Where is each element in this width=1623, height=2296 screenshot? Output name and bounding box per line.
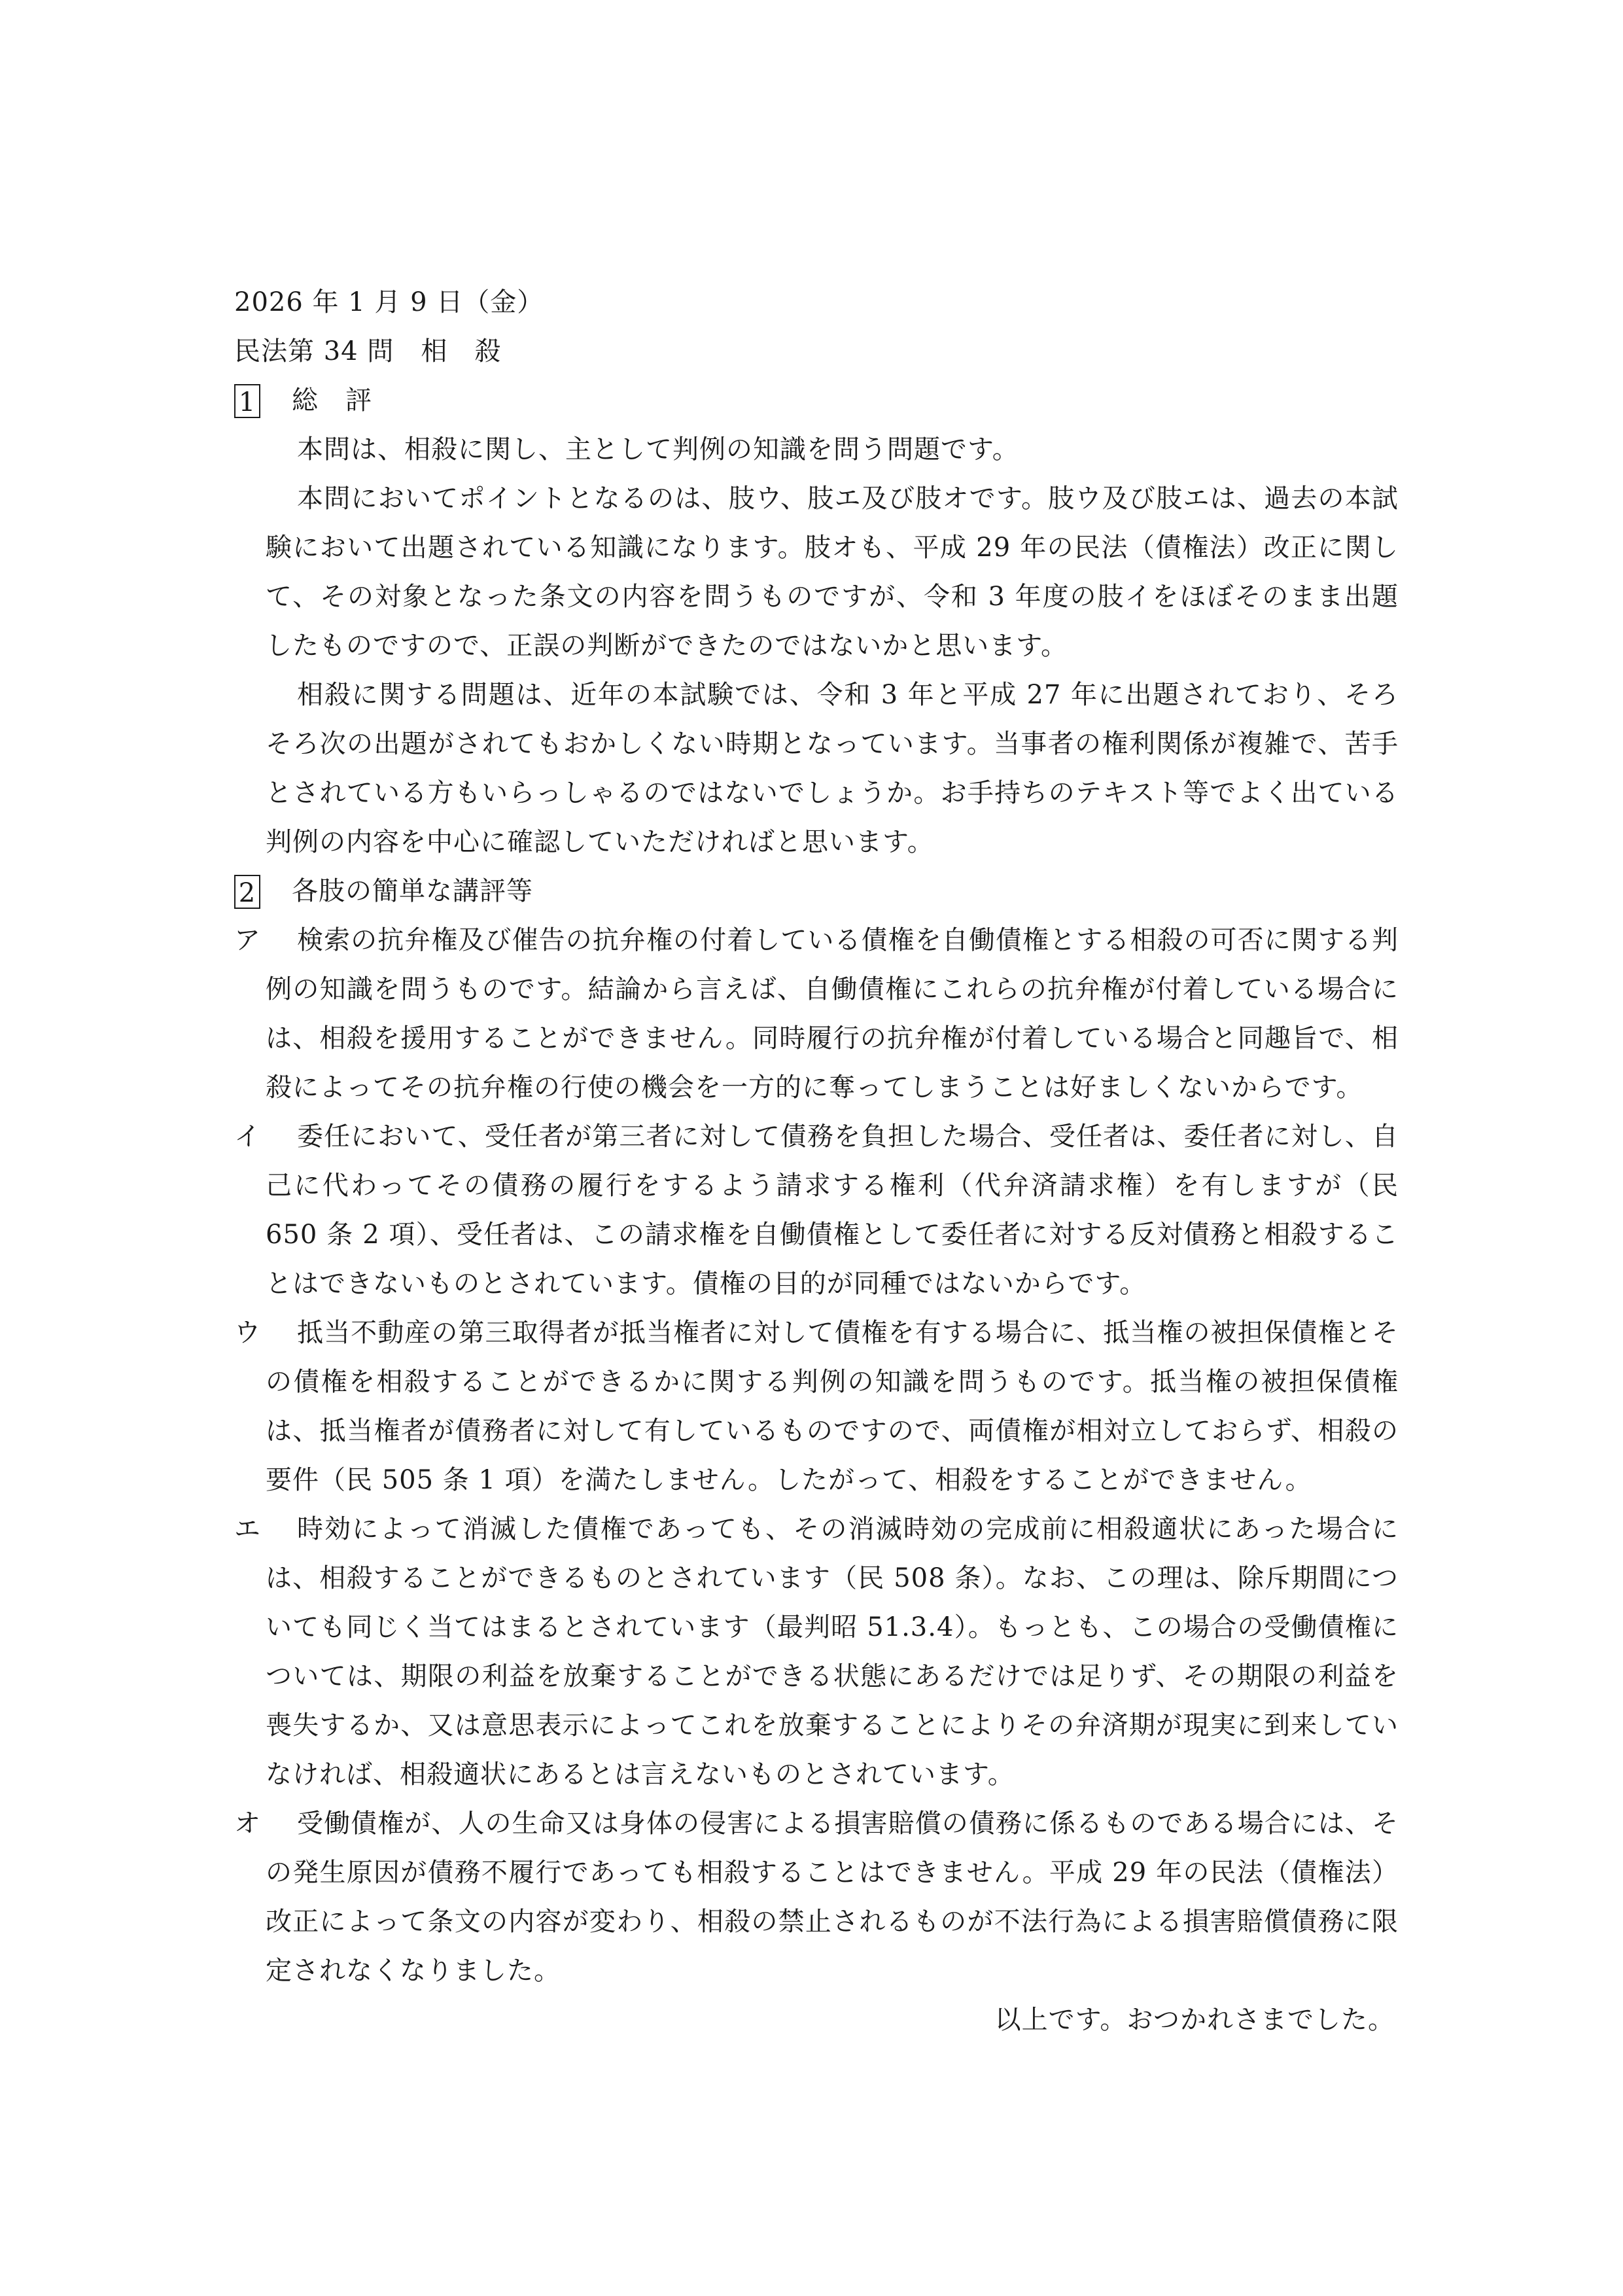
document-title: 民法第 34 問 相 殺 [234, 336, 502, 366]
option-text: 委任において、受任者が第三者に対して債務を負担した場合、受任者は、委任者に対し、自己に代わってその債務の履行をするよう請求する権利（代弁済請求権）を有しますが（民 650 条 2 項）、受任者は、この請求権を自働債権として委任者に対する反対債務と相殺することはできないものとされています。債権の目的が同種ではないからです。 [266, 1122, 1399, 1299]
section-heading-overview [234, 376, 1399, 425]
section-number-box: 1 [234, 384, 260, 418]
option-text: 時効によって消滅した債権であっても、その消滅時効の完成前に相殺適状にあった場合には、相殺することができるものとされています（民 508 条）。なお、この理は、除斥期間についても同じく当てはまるとされています（最判昭 51.3.4）。もっとも、この場合の受働債権については、期限の利益を放棄することができる状態にあるだけでは足りず、その期限の利益を喪失するか、又は意思表示によってこれを放棄することによりその弁済期が現実に到来していなければ、相殺適状にあるとは言えないものとされています。 [266, 1514, 1399, 1790]
section-heading-options [234, 867, 1399, 916]
closing-remark: 以上です。おつかれさまでした。 [994, 2005, 1395, 2035]
option-text: 検索の抗弁権及び催告の抗弁権の付着している債権を自働債権とする相殺の可否に関する判例の知識を問うものです。結論から言えば、自働債権にこれらの抗弁権が付着している場合には、相殺を援用することができません。同時履行の抗弁権が付着している場合と同趣旨で、相殺によってその抗弁権の行使の機会を一方的に奪ってしまうことは好ましくないからです。 [266, 925, 1399, 1103]
overview-paragraph: 相殺に関する問題は、近年の本試験では、令和 3 年と平成 27 年に出題されており、そろそろ次の出題がされてもおかしくない時期となっています。当事者の権利関係が複雑で、苦手とされている方もいらっしゃるのではないでしょうか。お手持ちのテキスト等でよく出ている判例の内容を中心に確認していただければと思います。 [266, 680, 1399, 857]
option-label: オ [234, 1809, 261, 1839]
section-number-box: 2 [234, 875, 260, 909]
section-heading-text: 総 評 [292, 385, 372, 415]
option-item-a [234, 916, 1399, 1112]
option-item-i [234, 1112, 1399, 1309]
option-item-o [234, 1799, 1399, 1996]
option-text: 抵当不動産の第三取得者が抵当権者に対して債権を有する場合に、抵当権の被担保債権とその債権を相殺することができるかに関する判例の知識を問うものです。抵当権の被担保債権は、抵当権者が債務者に対して有しているものですので、両債権が相対立しておらず、相殺の要件（民 505 条 1 項）を満たしません。したがって、相殺をすることができません。 [266, 1318, 1399, 1495]
overview-paragraph: 本問においてポイントとなるのは、肢ウ、肢エ及び肢オです。肢ウ及び肢エは、過去の本試験において出題されている知識になります。肢オも、平成 29 年の民法（債権法）改正に関して、その対象となった条文の内容を問うものですが、令和 3 年度の肢イをほぼそのまま出題したものですので、正誤の判断ができたのではないかと思います。 [266, 484, 1399, 661]
option-item-u [234, 1309, 1399, 1505]
section-heading-text: 各肢の簡単な講評等 [292, 876, 533, 906]
document-date: 2026 年 1 月 9 日（金） [234, 287, 544, 317]
option-label: ア [234, 925, 261, 955]
option-label: ウ [234, 1318, 261, 1348]
document-page [234, 278, 1399, 2045]
option-item-e [234, 1505, 1399, 1799]
option-label: エ [234, 1514, 261, 1544]
overview-paragraph: 本問は、相殺に関し、主として判例の知識を問う問題です。 [297, 434, 1019, 465]
option-text: 受働債権が、人の生命又は身体の侵害による損害賠償の債務に係るものである場合には、その発生原因が債務不履行であっても相殺することはできません。平成 29 年の民法（債権法）改正によって条文の内容が変わり、相殺の禁止されるものが不法行為による損害賠償債務に限定されなくなりました。 [266, 1809, 1399, 1986]
option-label: イ [234, 1122, 261, 1152]
